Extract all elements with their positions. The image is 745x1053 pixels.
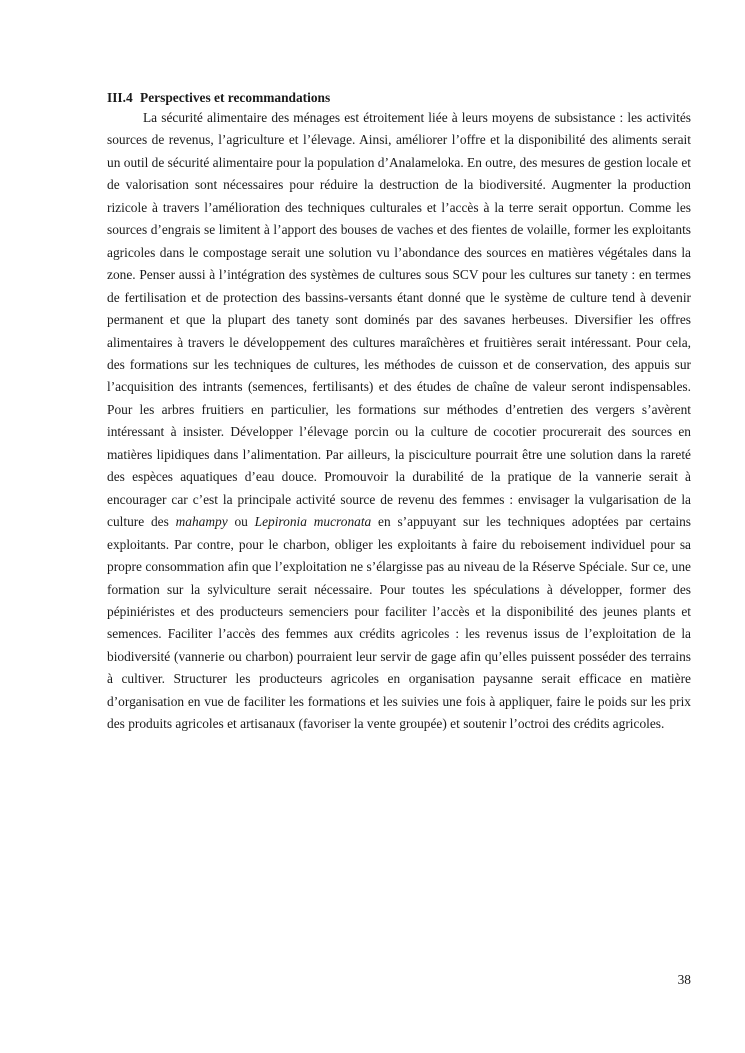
page-content (107, 88, 691, 736)
body-paragraph (107, 107, 691, 736)
italic-term-lepironia: Lepironia mucronata (254, 514, 372, 530)
paragraph-text-2: ou (227, 514, 255, 530)
section-number: III.4 (107, 90, 133, 105)
section-heading (107, 88, 691, 107)
paragraph-text-3: en s’appuyant sur les techniques adoptées par certains exploitants. Par contre, pour le charbon, obliger les exploitants à faire du reboisement individuel pour sa propre consommation afin que l’exploitation ne s’élargisse pas au niveau de la Réserve Spéciale. Sur ce, une formation sur la sylviculture serait nécessaire. Pour toutes les spéculations à développer, former des pépiniéristes et des producteurs semenciers pour faciliter l’accès et la disponibilité des jeunes plants et semences. Faciliter l’accès des femmes aux crédits agricoles : les revenus issus de l’exploitation de la biodiversité (vannerie ou charbon) pourraient leur servir de gage afin qu’elles puissent posséder des terrains à cultiver. Structurer les producteurs agricoles en organisation paysanne serait efficace en matière d’organisation en vue de faciliter les formations et les suivies une fois à appliquer, faire le poids sur les prix des produits agricoles et artisanaux (favoriser la vente groupée) et soutenir l’octroi des crédits agricoles. (107, 514, 691, 732)
italic-term-mahampy: mahampy (175, 514, 228, 530)
page-number: 38 (677, 972, 691, 987)
paragraph-text-1: La sécurité alimentaire des ménages est étroitement liée à leurs moyens de subsistance : les activités sources de revenus, l’agriculture et l’élevage. Ainsi, améliorer l’offre et la disponibilité des aliments serait un outil de sécurité alimentaire pour la population d’Analameloka. En outre, des mesures de gestion locale et de valorisation sont nécessaires pour réduire la destruction de la biodiversité. Augmenter la production rizicole à travers l’amélioration des techniques culturales et l’accès à la terre serait opportun. Comme les sources d’engrais se limitent à l’apport des bouses de vaches et des fientes de volaille, former les exploitants agricoles dans le compostage serait une solution vu l’abondance des sources en matières végétales dans la zone. Penser aussi à l’intégration des systèmes de cultures sous SCV pour les cultures sur tanety : en termes de fertilisation et de protection des bassins-versants étant donné que le système de culture tend à devenir permanent et que la plupart des tanety sont dominés par des savanes herbeuses. Diversifier les offres alimentaires à travers le développement des cultures maraîchères et fruitières serait intéressant. Pour cela, des formations sur les techniques de cultures, les méthodes de cuisson et de conservation, des appuis sur l’acquisition des intrants (semences, fertilisants) et des études de chaîne de valeur seront indispensables. Pour les arbres fruitiers en particulier, les formations sur méthodes d’entretien des vergers s’avèrent intéressant à insister. Développer l’élevage porcin ou la culture de cocotier procurerait des sources en matières lipidiques dans l’alimentation. Par ailleurs, la pisciculture pourrait être une solution dans la rareté des espèces aquatiques d’eau douce. Promouvoir la durabilité de la pratique de la vannerie serait à encourager car c’est la principale activité source de revenu des femmes : envisager la vulgarisation de la culture des (107, 110, 691, 530)
section-title: Perspectives et recommandations (140, 90, 331, 105)
